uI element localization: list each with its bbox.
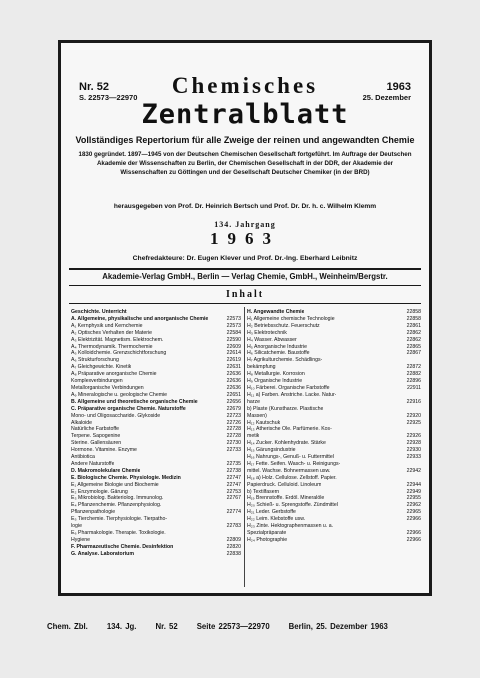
toc-entry-title: A₄ Thermodynamik. Thermochemie [71, 343, 153, 350]
issue-date: 25. Dezember [362, 93, 411, 102]
toc-entry-title: A. Allgemeine, physikalische und anorganische Chemie [71, 315, 209, 322]
toc-entry [247, 316, 421, 323]
toc-entry [71, 420, 241, 427]
toc-entry-page: 22861 [406, 322, 421, 329]
toc-entry-page: 22820 [226, 543, 241, 550]
toc-entry-page: 22926 [406, 433, 421, 440]
toc-entry-page: 22590 [226, 336, 241, 343]
toc-entry-page [239, 454, 241, 461]
toc-entry-page: 22896 [406, 378, 421, 385]
toc-entry-page: 22631 [226, 364, 241, 371]
toc-entry-page [239, 516, 241, 523]
toc-entry-page: 22928 [406, 440, 421, 447]
toc-entry-title: Sterine. Gallensäuren [71, 440, 122, 447]
column-divider [244, 307, 245, 587]
toc-entry [247, 357, 421, 364]
toc-entry-title: H₄ Wasser. Abwasser [247, 336, 297, 343]
toc-entry [247, 495, 421, 502]
toc-entry-page: 22747 [226, 481, 241, 488]
toc-entry-page: 22651 [226, 391, 241, 398]
toc-entry-page [419, 523, 421, 530]
toc-entry-page: 22774 [226, 509, 241, 516]
toc-entry-page: 22916 [406, 398, 421, 405]
toc-entry-page [419, 406, 421, 413]
toc-entry [71, 344, 241, 351]
toc-entry-title: E₄ Pflanzenchemie. Pflanzenphysiolog. [71, 502, 162, 509]
toc-entry-page: 22728 [226, 426, 241, 433]
toc-entry-title: H₈ Metallurgie. Korrosion [247, 371, 305, 378]
toc-entry [247, 468, 421, 475]
toc-entry-page: 22933 [406, 454, 421, 461]
toc-entry [71, 447, 241, 454]
toc-entry-title: Antibiotica [71, 454, 95, 461]
divider-rule [69, 285, 421, 286]
toc-entry-title: Komplexverbindungen [71, 378, 123, 385]
journal-title-line2: Zentralblatt [141, 99, 349, 130]
toc-entry [247, 426, 421, 433]
toc-entry [247, 482, 421, 489]
toc-entry-title: A₃ Elektrizität. Magnetism. Elektrochem. [71, 336, 164, 343]
toc-entry [247, 440, 421, 447]
toc-entry-title: H₂₀ Schieß- u. Sprengstoffe. Zündmittel [247, 502, 338, 509]
toc-entry-title: b) Plaste (Kunstharze. Plastische [247, 405, 324, 412]
toc-entry [247, 344, 421, 351]
toc-entry [247, 489, 421, 496]
toc-entry [247, 323, 421, 330]
toc-entry-page: 22862 [406, 329, 421, 336]
toc-entry-page [239, 530, 241, 537]
toc-entry [71, 406, 241, 413]
toc-entry [247, 330, 421, 337]
toc-entry-page: 22872 [406, 364, 421, 371]
toc-entry-title: B. Allgemeine und theoretische organische Chemie [71, 398, 198, 405]
toc-entry-title: E. Biologische Chemie. Physiologie. Medizin [71, 474, 181, 481]
toc-entry-title: H₇ Agrikulturchemie. Schädlings- [247, 357, 323, 364]
contents-title: Inhalt [225, 289, 265, 300]
toc-entry-title: E₁ Allgemeine Biologie und Biochemie [71, 481, 159, 488]
page-range: S. 22573—22970 [79, 93, 138, 102]
toc-entry-page: 22614 [226, 350, 241, 357]
toc-entry-page: 22838 [226, 550, 241, 557]
toc-entry [71, 551, 241, 558]
toc-entry-page: 22723 [226, 412, 241, 419]
toc-entry [247, 364, 421, 371]
toc-entry-title: metik [247, 433, 260, 440]
toc-entry-title: bekämpfung [247, 364, 276, 371]
toc-entry-page: 22733 [226, 447, 241, 454]
toc-entry-page: 22966 [406, 516, 421, 523]
toc-entry [71, 392, 241, 399]
toc-entry-page: 22726 [226, 419, 241, 426]
toc-entry-page: 22728 [226, 433, 241, 440]
toc-entry [71, 433, 241, 440]
toc-entry [71, 316, 241, 323]
toc-entry-page [239, 309, 241, 316]
toc-entry [71, 357, 241, 364]
toc-entry [247, 461, 421, 468]
toc-entry [247, 447, 421, 454]
toc-entry-page: 22966 [406, 536, 421, 543]
divider-rule [69, 303, 421, 304]
toc-entry-page [419, 461, 421, 468]
toc-entry-title: mittel. Wachse. Bohnermassen usw. [247, 467, 331, 474]
toc-entry-title: Terpene. Sapogenine [71, 433, 121, 440]
toc-entry-page: 22949 [406, 488, 421, 495]
toc-entry [71, 537, 241, 544]
toc-entry-page [419, 475, 421, 482]
footer-citation: Chem. Zbl. 134. Jg. Nr. 52 Seite 22573—22970 Berlin, 25. Dezember 1963 [47, 622, 388, 631]
toc-entry-page: 22753 [226, 488, 241, 495]
toc-entry-page: 22584 [226, 329, 241, 336]
toc-entry [247, 406, 421, 413]
toc-entry-title: H₁₈ a) Holz. Cellulose. Zellstoff. Papier. [247, 474, 337, 481]
toc-entry-title: H₁₉ Brennstoffe. Erdöl. Mineralöle [247, 495, 325, 502]
toc-entry [71, 364, 241, 371]
toc-entry-page: 22738 [226, 467, 241, 474]
toc-entry [247, 537, 421, 544]
toc-entry [247, 399, 421, 406]
toc-entry-page: 22747 [226, 474, 241, 481]
toc-entry [71, 440, 241, 447]
toc-entry [71, 337, 241, 344]
toc-entry [247, 378, 421, 385]
toc-entry-title: b) Textilfasern [247, 488, 280, 495]
toc-left-column [71, 309, 241, 558]
toc-entry-page: 22965 [406, 509, 421, 516]
toc-entry-page: 22955 [406, 495, 421, 502]
issue-year: 1963 [386, 81, 411, 93]
toc-entry-page: 22858 [406, 309, 421, 315]
toc-entry-page: 22942 [406, 467, 421, 474]
toc-entry [71, 523, 241, 530]
toc-entry-title: Alkaloide [71, 419, 93, 426]
toc-entry [71, 495, 241, 502]
toc-entry-page: 22679 [226, 405, 241, 412]
toc-entry-page: 22573 [226, 315, 241, 322]
toc-entry-title: H₂ Betriebsschutz. Feuerschutz [247, 322, 320, 329]
toc-entry-page: 22809 [226, 536, 241, 543]
toc-entry [71, 502, 241, 509]
journal-cover [58, 40, 432, 596]
toc-entry-title: D. Makromolekulare Chemie [71, 467, 141, 474]
toc-entry-title: Massen) [247, 412, 267, 419]
toc-entry-page [419, 357, 421, 364]
toc-entry-title: Pflanzenpathologie [71, 509, 116, 516]
toc-entry-title: H₂₂ Leim. Klebstoffe usw. [247, 516, 306, 523]
toc-entry [247, 413, 421, 420]
toc-entry-page: 22619 [226, 357, 241, 364]
editors-line: herausgegeben von Prof. Dr. Heinrich Bertsch und Prof. Dr. Dr. h. c. Wilhelm Klemm [113, 203, 377, 210]
toc-entry-page: 22930 [406, 447, 421, 454]
toc-entry [247, 502, 421, 509]
toc-entry [71, 378, 241, 385]
toc-entry-title: H₂₁ Leder. Gerbstoffe [247, 509, 296, 516]
toc-entry-title: H₁₆ Nahrungs-, Genuß- u. Futtermittel [247, 454, 334, 461]
toc-entry-title: harze [247, 398, 260, 405]
toc-entry-page: 22767 [226, 495, 241, 502]
toc-entry [71, 475, 241, 482]
toc-entry-page: 22609 [226, 343, 241, 350]
toc-entry-page: 22962 [406, 502, 421, 509]
publisher-line: Akademie-Verlag GmbH., Berlin — Verlag Chemie, GmbH., Weinheim/Bergstr. [102, 272, 388, 281]
toc-entry [247, 392, 421, 399]
toc-entry [247, 523, 421, 530]
toc-entry [247, 420, 421, 427]
toc-entry-page: 22925 [406, 419, 421, 426]
toc-entry-title: A₈ Präparative anorganische Chemie [71, 371, 157, 378]
toc-entry-page: 22656 [226, 398, 241, 405]
toc-entry-title: Mono- und Oligosaccharide. Glykoside [71, 412, 161, 419]
toc-entry-title: Andere Naturstoffe [71, 460, 115, 467]
toc-entry-page [239, 502, 241, 509]
toc-entry-page: 22882 [406, 371, 421, 378]
toc-entry-page: 22867 [406, 350, 421, 357]
toc-entry [71, 544, 241, 551]
toc-entry [71, 509, 241, 516]
toc-entry [71, 371, 241, 378]
toc-entry-title: F. Pharmazeutische Chemie. Desinfektion [71, 543, 174, 550]
toc-entry-title: A₇ Gleichgewichte. Kinetik [71, 364, 132, 371]
toc-entry-page [419, 426, 421, 433]
toc-entry-title: H₁₀ Färberei. Organische Farbstoffe [247, 384, 330, 391]
toc-entry [247, 509, 421, 516]
toc-entry [71, 330, 241, 337]
toc-entry-page: 22966 [406, 530, 421, 536]
toc-entry-page: 22636 [226, 371, 241, 378]
toc-entry [247, 433, 421, 440]
toc-entry-title: C. Präparative organische Chemie. Naturstoffe [71, 405, 186, 412]
toc-entry [247, 371, 421, 378]
toc-entry [247, 530, 421, 537]
toc-entry [71, 530, 241, 537]
toc-entry-title: E₆ Pharmakologie. Therapie. Toxikologie. [71, 530, 166, 536]
toc-entry-page: 22865 [406, 343, 421, 350]
toc-entry-page: 22858 [406, 315, 421, 322]
toc-right-column [247, 309, 421, 544]
toc-entry-page: 22920 [406, 412, 421, 419]
toc-entry-title: E₃ Mikrobiolog. Bakteriolog. Immunolog. [71, 495, 164, 502]
divider-rule [69, 268, 421, 270]
toc-entry-title: H₁₇ Fette. Seifen. Wasch- u. Reinigungs- [247, 460, 341, 467]
toc-entry-page: 22636 [226, 378, 241, 385]
toc-entry-title: H₂₄ Photographie [247, 536, 288, 543]
toc-entry-page: 22944 [406, 481, 421, 488]
toc-entry-page: 22862 [406, 336, 421, 343]
toc-entry-title: Spezialpräparate [247, 530, 287, 536]
toc-entry-title: A₆ Strukturforschung [71, 357, 119, 364]
toc-entry-title: Hormone. Vitamine. Enzyme [71, 447, 137, 454]
toc-entry-title: Metallorganische Verbindungen [71, 384, 144, 391]
toc-entry-title: A₉ Mineralogische u. geologische Chemie [71, 391, 168, 398]
toc-entry [71, 454, 241, 461]
toc-entry [71, 323, 241, 330]
toc-entry [71, 461, 241, 468]
toc-entry-title: H₁₂ Kautschuk [247, 419, 281, 426]
toc-entry-page: 22636 [226, 384, 241, 391]
issue-number: Nr. 52 [79, 81, 109, 93]
toc-entry-title: Natürliche Farbstoffe [71, 426, 120, 433]
toc-entry [247, 475, 421, 482]
toc-entry-title: E₂ Enzymologie. Gärung [71, 488, 128, 495]
toc-entry-page: 22783 [226, 523, 241, 530]
toc-entry [71, 489, 241, 496]
toc-entry [71, 309, 241, 316]
toc-entry-title: H₁₁ a) Farben. Anstriche. Lacke. Natur- [247, 391, 337, 398]
toc-entry [247, 350, 421, 357]
toc-entry-title: logie [71, 523, 82, 530]
volume-year: 1963 [210, 229, 280, 248]
toc-entry-title: H₂₃ Zinte. Hektographenmassen u. a. [247, 523, 334, 530]
toc-entry-title: G. Analyse. Laboratorium [71, 550, 134, 557]
toc-entry [71, 482, 241, 489]
chief-editors: Chefredakteure: Dr. Eugen Klever und Prof. Dr.-Ing. Eberhard Leibnitz [132, 255, 358, 262]
toc-entry-page [419, 392, 421, 399]
toc-entry [71, 413, 241, 420]
toc-entry-title: H₁₃ Ätherische Öle. Parfümerie. Kos- [247, 426, 332, 433]
toc-entry [71, 399, 241, 406]
toc-entry [71, 516, 241, 523]
toc-entry-title: H₅ Anorganische Industrie [247, 343, 308, 350]
toc-entry-title: A₂ Optisches Verhalten der Materie [71, 329, 153, 336]
toc-entry [247, 516, 421, 523]
toc-entry [247, 385, 421, 392]
toc-entry-title: H₃ Elektrotechnik [247, 329, 287, 336]
toc-entry [71, 385, 241, 392]
toc-entry-page: 22911 [406, 384, 421, 391]
journal-subtitle: Vollständiges Repertorium für alle Zweige der reinen und angewandten Chemie [75, 135, 415, 145]
toc-entry-title: Geschichte. Unterricht [71, 309, 127, 315]
toc-entry-title: Hygiene [71, 536, 91, 543]
toc-entry [247, 454, 421, 461]
toc-entry-title: H₁₄ Zucker. Kohlenhydrate. Stärke [247, 440, 326, 447]
toc-entry-title: H₁ Allgemeine chemische Technologie [247, 315, 335, 322]
toc-entry [247, 337, 421, 344]
toc-entry [71, 350, 241, 357]
founding-note: 1830 gegründet. 1897—1945 von der Deutschen Chemischen Gesellschaft fortgeführt. Im Auftrage der Deutschen Akademie der Wissenschaften zu Berlin, der Chemischen Gesellschaft in der DDR, der Akademie der Wissenschaften zu Göttingen und der Gesellschaft Deutscher Chemiker (in der BRD) [78, 151, 412, 176]
toc-entry-page: 22573 [226, 322, 241, 329]
toc-entry-title: H₉ Organische Industrie [247, 378, 303, 385]
toc-entry-title: H₆ Silicatchemie. Baustoffe [247, 350, 310, 357]
toc-entry-title: A₁ Kernphysik und Kernchemie [71, 322, 143, 329]
toc-entry-title: H₁₅ Gärungsindustrie [247, 447, 296, 454]
journal-title-line1: Chemisches [171, 73, 319, 98]
toc-entry [71, 426, 241, 433]
toc-entry-title: Papierdruck. Celluloid. Linoleum [247, 481, 322, 488]
volume-label: 134. Jahrgang [214, 220, 276, 229]
toc-entry [247, 309, 421, 316]
toc-entry [71, 468, 241, 475]
toc-entry-title: H. Angewandte Chemie [247, 309, 305, 315]
toc-entry-page: 22730 [226, 440, 241, 447]
toc-entry-title: E₅ Tierchemie. Tierphysiologie. Tierpatho- [71, 516, 168, 523]
toc-entry-page: 22735 [226, 460, 241, 467]
toc-entry-title: A₅ Kolloidchemie. Grenzschichtforschung [71, 350, 167, 357]
